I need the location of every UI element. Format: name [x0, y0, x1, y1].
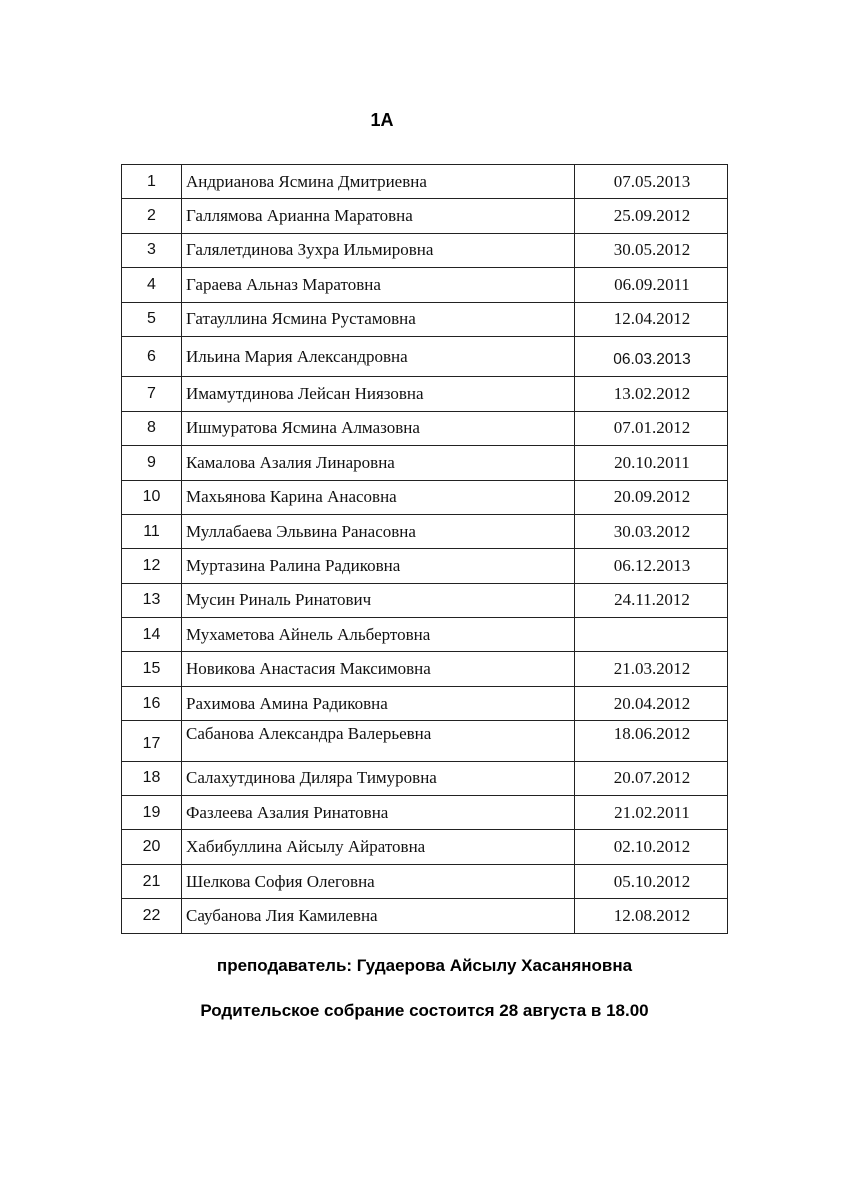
student-name: Рахимова Амина Радиковна	[182, 686, 575, 720]
table-row	[122, 233, 728, 267]
birth-date: 05.10.2012	[575, 864, 728, 898]
birth-date: 07.05.2013	[575, 165, 728, 199]
student-number: 18	[122, 761, 182, 795]
student-number: 8	[122, 411, 182, 445]
student-number: 12	[122, 549, 182, 583]
student-table	[121, 164, 728, 934]
student-number: 15	[122, 652, 182, 686]
student-number: 9	[122, 446, 182, 480]
table-row	[122, 583, 728, 617]
student-name: Галялетдинова Зухра Ильмировна	[182, 233, 575, 267]
birth-date: 06.09.2011	[575, 268, 728, 302]
student-name: Ишмуратова Ясмина Алмазовна	[182, 411, 575, 445]
birth-date: 12.04.2012	[575, 302, 728, 336]
table-row	[122, 411, 728, 445]
birth-date: 07.01.2012	[575, 411, 728, 445]
student-name: Муртазина Ралина Радиковна	[182, 549, 575, 583]
student-name: Фазлеева Азалия Ринатовна	[182, 796, 575, 830]
table-row	[122, 336, 728, 376]
student-name: Махьянова Карина Анасовна	[182, 480, 575, 514]
student-number: 4	[122, 268, 182, 302]
student-number: 22	[122, 899, 182, 933]
student-name: Гараева Альназ Маратовна	[182, 268, 575, 302]
student-number: 2	[122, 199, 182, 233]
class-title: 1А	[370, 110, 394, 130]
student-name: Новикова Анастасия Максимовна	[182, 652, 575, 686]
birth-date: 13.02.2012	[575, 377, 728, 411]
student-name: Мусин Риналь Ринатович	[182, 583, 575, 617]
student-number: 16	[122, 686, 182, 720]
student-number: 1	[122, 165, 182, 199]
student-number: 7	[122, 377, 182, 411]
student-number: 20	[122, 830, 182, 864]
table-row	[122, 761, 728, 795]
table-row	[122, 199, 728, 233]
table-row	[122, 721, 728, 761]
student-number: 3	[122, 233, 182, 267]
student-name: Ильина Мария Александровна	[182, 336, 575, 376]
teacher-line: преподаватель: Гудаерова Айсылу Хасаняновна	[216, 956, 633, 975]
table-row	[122, 480, 728, 514]
student-name: Хабибуллина Айсылу Айратовна	[182, 830, 575, 864]
meeting-announcement: Родительское собрание состоится 28 августа в 18.00	[200, 1001, 649, 1020]
birth-date: 06.03.2013	[575, 336, 728, 376]
student-name: Салахутдинова Диляра Тимуровна	[182, 761, 575, 795]
student-name: Шелкова София Олеговна	[182, 864, 575, 898]
table-row	[122, 618, 728, 652]
birth-date: 06.12.2013	[575, 549, 728, 583]
birth-date: 30.05.2012	[575, 233, 728, 267]
birth-date: 21.03.2012	[575, 652, 728, 686]
student-number: 19	[122, 796, 182, 830]
student-number: 6	[122, 336, 182, 376]
student-name: Андрианова Ясмина Дмитриевна	[182, 165, 575, 199]
birth-date: 25.09.2012	[575, 199, 728, 233]
table-row	[122, 830, 728, 864]
student-name: Сабанова Александра Валерьевна	[182, 721, 575, 761]
table-row	[122, 268, 728, 302]
table-row	[122, 302, 728, 336]
birth-date: 20.10.2011	[575, 446, 728, 480]
birth-date: 21.02.2011	[575, 796, 728, 830]
student-name: Саубанова Лия Камилевна	[182, 899, 575, 933]
student-number: 11	[122, 514, 182, 548]
table-row	[122, 514, 728, 548]
student-number: 14	[122, 618, 182, 652]
table-row	[122, 686, 728, 720]
table-row	[122, 652, 728, 686]
student-name: Камалова Азалия Линаровна	[182, 446, 575, 480]
birth-date: 20.07.2012	[575, 761, 728, 795]
student-name: Гатауллина Ясмина Рустамовна	[182, 302, 575, 336]
birth-date: 12.08.2012	[575, 899, 728, 933]
student-number: 10	[122, 480, 182, 514]
birth-date: 20.04.2012	[575, 686, 728, 720]
birth-date: 18.06.2012	[575, 721, 728, 761]
student-number: 13	[122, 583, 182, 617]
student-number: 21	[122, 864, 182, 898]
student-name: Имамутдинова Лейсан Ниязовна	[182, 377, 575, 411]
table-row	[122, 165, 728, 199]
student-number: 5	[122, 302, 182, 336]
table-row	[122, 796, 728, 830]
student-name: Муллабаева Эльвина Ранасовна	[182, 514, 575, 548]
table-row	[122, 864, 728, 898]
birth-date: 24.11.2012	[575, 583, 728, 617]
table-row	[122, 377, 728, 411]
student-name: Галлямова Арианна Маратовна	[182, 199, 575, 233]
birth-date: 02.10.2012	[575, 830, 728, 864]
birth-date: 30.03.2012	[575, 514, 728, 548]
table-row	[122, 899, 728, 933]
table-row	[122, 446, 728, 480]
student-number: 17	[122, 721, 182, 761]
birth-date: 20.09.2012	[575, 480, 728, 514]
table-row	[122, 549, 728, 583]
birth-date	[575, 618, 728, 652]
student-name: Мухаметова Айнель Альбертовна	[182, 618, 575, 652]
